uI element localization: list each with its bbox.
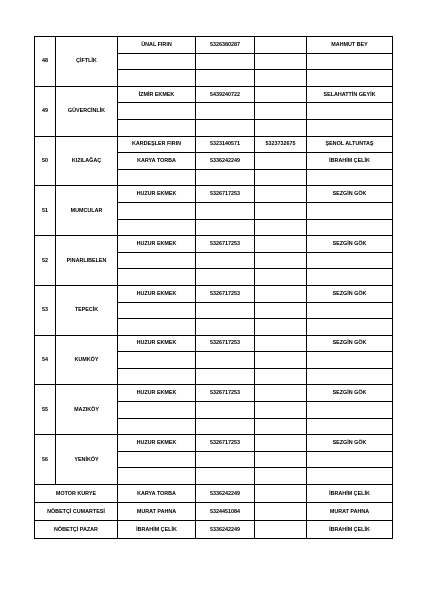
bakery-name bbox=[118, 119, 196, 136]
phone-number: 5326717253 bbox=[196, 285, 255, 302]
bakery-name: KARDEŞLER FIRIN bbox=[118, 136, 196, 153]
bakery-name bbox=[118, 302, 196, 319]
phone-number-2 bbox=[255, 302, 307, 319]
phone-number bbox=[196, 319, 255, 336]
contact-name: SEZGİN GÖK bbox=[307, 435, 393, 452]
phone-number bbox=[196, 219, 255, 236]
phone-number-2 bbox=[255, 352, 307, 369]
phone-number-2 bbox=[255, 70, 307, 87]
phone-number bbox=[196, 402, 255, 419]
bakery-name: KARYA TORBA bbox=[118, 153, 196, 170]
row-number: 53 bbox=[35, 285, 56, 335]
phone-number-2 bbox=[255, 368, 307, 385]
contact-name: ŞENOL ALTUNTAŞ bbox=[307, 136, 393, 153]
bakery-name bbox=[118, 368, 196, 385]
bakery-name bbox=[118, 269, 196, 286]
phone-number-2 bbox=[255, 468, 307, 485]
contact-name: SEZGİN GÖK bbox=[307, 285, 393, 302]
bakery-name: HUZUR EKMEK bbox=[118, 285, 196, 302]
bakery-name: ÜNAL FIRIN bbox=[118, 37, 196, 54]
phone-number-2 bbox=[255, 202, 307, 219]
phone-number-2 bbox=[255, 53, 307, 70]
table-row bbox=[35, 335, 393, 352]
phone-number-2 bbox=[255, 485, 307, 503]
contact-name bbox=[307, 368, 393, 385]
phone-number: 5326717253 bbox=[196, 335, 255, 352]
bakery-name bbox=[118, 451, 196, 468]
row-number: 48 bbox=[35, 37, 56, 87]
place-name: MUMCULAR bbox=[56, 186, 118, 236]
phone-number-2 bbox=[255, 37, 307, 54]
phone-number-2 bbox=[255, 153, 307, 170]
table-row bbox=[35, 285, 393, 302]
phone-number-2 bbox=[255, 503, 307, 521]
table-row bbox=[35, 186, 393, 203]
contact-name: İBRAHİM ÇELİK bbox=[307, 521, 393, 539]
phone-number-2 bbox=[255, 269, 307, 286]
phone-number: 5326717253 bbox=[196, 435, 255, 452]
bakery-name: İZMİR EKMEK bbox=[118, 86, 196, 103]
bakery-name: HUZUR EKMEK bbox=[118, 435, 196, 452]
phone-number-2 bbox=[255, 103, 307, 120]
phone-number bbox=[196, 53, 255, 70]
contact-name bbox=[307, 202, 393, 219]
contact-name: İBRAHİM ÇELİK bbox=[307, 153, 393, 170]
bakery-name: MURAT PAHNA bbox=[118, 503, 196, 521]
place-name: GÜVERCİNLİK bbox=[56, 86, 118, 136]
phone-number-2 bbox=[255, 252, 307, 269]
table-row bbox=[35, 236, 393, 253]
bakery-name: HUZUR EKMEK bbox=[118, 186, 196, 203]
phone-number-2 bbox=[255, 521, 307, 539]
bakery-name bbox=[118, 402, 196, 419]
phone-number bbox=[196, 103, 255, 120]
phone-number: 5326717253 bbox=[196, 236, 255, 253]
phone-number bbox=[196, 468, 255, 485]
table-row bbox=[35, 385, 393, 402]
bakery-name bbox=[118, 352, 196, 369]
bakery-name bbox=[118, 319, 196, 336]
contact-name bbox=[307, 103, 393, 120]
phone-number: 5336242249 bbox=[196, 153, 255, 170]
phone-number-2 bbox=[255, 402, 307, 419]
contact-name bbox=[307, 219, 393, 236]
table-row bbox=[35, 86, 393, 103]
duty-label: NÖBETÇİ CUMARTESİ bbox=[35, 503, 118, 521]
contact-name: SEZGİN GÖK bbox=[307, 186, 393, 203]
bakery-name: HUZUR EKMEK bbox=[118, 236, 196, 253]
phone-number: 5336242249 bbox=[196, 521, 255, 539]
contact-name bbox=[307, 119, 393, 136]
contact-name bbox=[307, 418, 393, 435]
bakery-name: HUZUR EKMEK bbox=[118, 335, 196, 352]
bakery-name bbox=[118, 202, 196, 219]
phone-number-2 bbox=[255, 285, 307, 302]
phone-number-2 bbox=[255, 418, 307, 435]
row-number: 54 bbox=[35, 335, 56, 385]
phone-number: 5336242249 bbox=[196, 485, 255, 503]
contact-name bbox=[307, 302, 393, 319]
row-number: 49 bbox=[35, 86, 56, 136]
table-row bbox=[35, 435, 393, 452]
phone-number bbox=[196, 352, 255, 369]
contact-name: SEZGİN GÖK bbox=[307, 385, 393, 402]
place-name: YENİKÖY bbox=[56, 435, 118, 485]
contact-name bbox=[307, 169, 393, 186]
footer-row bbox=[35, 485, 393, 503]
contact-name bbox=[307, 451, 393, 468]
phone-number-2 bbox=[255, 169, 307, 186]
phone-number bbox=[196, 202, 255, 219]
table-row bbox=[35, 37, 393, 54]
contact-name: MAHMUT BEY bbox=[307, 37, 393, 54]
row-number: 51 bbox=[35, 186, 56, 236]
bakery-name bbox=[118, 103, 196, 120]
bakery-name: HUZUR EKMEK bbox=[118, 385, 196, 402]
phone-number-2 bbox=[255, 186, 307, 203]
phone-number bbox=[196, 70, 255, 87]
place-name: ÇİFTLİK bbox=[56, 37, 118, 87]
phone-number-2 bbox=[255, 319, 307, 336]
phone-number-2 bbox=[255, 219, 307, 236]
phone-number bbox=[196, 368, 255, 385]
phone-number bbox=[196, 302, 255, 319]
bakery-name bbox=[118, 53, 196, 70]
contact-name: SEZGİN GÖK bbox=[307, 335, 393, 352]
place-name: TEPECİK bbox=[56, 285, 118, 335]
contact-name bbox=[307, 252, 393, 269]
table-body bbox=[35, 37, 393, 539]
phone-number bbox=[196, 169, 255, 186]
footer-row bbox=[35, 503, 393, 521]
duty-label: MOTOR KURYE bbox=[35, 485, 118, 503]
bakery-name bbox=[118, 219, 196, 236]
place-name: MAZIKÖY bbox=[56, 385, 118, 435]
phone-number: 5324451084 bbox=[196, 503, 255, 521]
phone-number-2 bbox=[255, 86, 307, 103]
phone-number-2 bbox=[255, 435, 307, 452]
phone-number bbox=[196, 451, 255, 468]
place-name: PINARLIBELEN bbox=[56, 236, 118, 286]
phone-number: 5326717253 bbox=[196, 385, 255, 402]
contact-name bbox=[307, 319, 393, 336]
contact-name: MURAT PAHNA bbox=[307, 503, 393, 521]
phone-number-2 bbox=[255, 119, 307, 136]
bakery-name bbox=[118, 468, 196, 485]
row-number: 56 bbox=[35, 435, 56, 485]
contact-name bbox=[307, 53, 393, 70]
duty-label: NÖBETÇİ PAZAR bbox=[35, 521, 118, 539]
contact-name bbox=[307, 269, 393, 286]
contact-name bbox=[307, 70, 393, 87]
table-row bbox=[35, 136, 393, 153]
bakery-name: KARYA TORBA bbox=[118, 485, 196, 503]
phone-number bbox=[196, 252, 255, 269]
bakery-name bbox=[118, 169, 196, 186]
phone-number: 5323140571 bbox=[196, 136, 255, 153]
bakery-name bbox=[118, 418, 196, 435]
row-number: 55 bbox=[35, 385, 56, 435]
phone-number bbox=[196, 418, 255, 435]
contact-name: SEZGİN GÖK bbox=[307, 236, 393, 253]
phone-number bbox=[196, 269, 255, 286]
place-name: KIZILAĞAÇ bbox=[56, 136, 118, 186]
contact-name bbox=[307, 402, 393, 419]
footer-row bbox=[35, 521, 393, 539]
phone-number bbox=[196, 119, 255, 136]
phone-number-2 bbox=[255, 335, 307, 352]
bakery-name: İBRAHİM ÇELİK bbox=[118, 521, 196, 539]
phone-number-2 bbox=[255, 236, 307, 253]
bakery-name bbox=[118, 70, 196, 87]
phone-number: 5439240722 bbox=[196, 86, 255, 103]
contact-name bbox=[307, 352, 393, 369]
phone-number-2 bbox=[255, 385, 307, 402]
bakery-name bbox=[118, 252, 196, 269]
row-number: 50 bbox=[35, 136, 56, 186]
row-number: 52 bbox=[35, 236, 56, 286]
phone-number: 5326380287 bbox=[196, 37, 255, 54]
distribution-table bbox=[34, 36, 393, 539]
phone-number-2: 5323732675 bbox=[255, 136, 307, 153]
contact-name bbox=[307, 468, 393, 485]
contact-name: İBRAHİM ÇELİK bbox=[307, 485, 393, 503]
place-name: KUMKÖY bbox=[56, 335, 118, 385]
phone-number-2 bbox=[255, 451, 307, 468]
phone-number: 5326717253 bbox=[196, 186, 255, 203]
contact-name: SELAHATTİN GEYİK bbox=[307, 86, 393, 103]
